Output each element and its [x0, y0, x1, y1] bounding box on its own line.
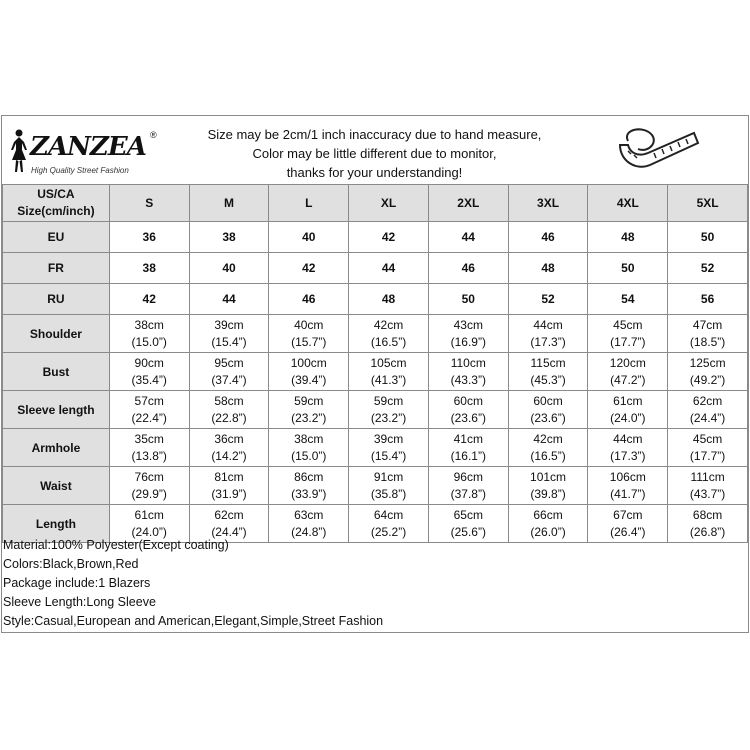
row-label-text: EU: [47, 230, 65, 244]
size-header: [269, 185, 349, 222]
cell-cm: 38cm: [134, 317, 164, 332]
table-cell: [109, 253, 189, 284]
table-cell: [109, 284, 189, 315]
table-cell: [588, 253, 668, 284]
cell-value: 46: [461, 261, 475, 275]
size-header: [349, 185, 429, 222]
table-cell: [428, 284, 508, 315]
table-cell: [349, 391, 429, 429]
cell-cm: 96cm: [453, 469, 483, 484]
table-cell: [349, 284, 429, 315]
cell-value: 50: [621, 261, 635, 275]
table-cell: [189, 222, 269, 253]
cell-inch: (24.0”): [131, 524, 167, 539]
measurement-row: [3, 315, 748, 353]
cell-value: 42: [381, 230, 396, 244]
cell-value: 56: [700, 292, 715, 306]
table-cell: [269, 467, 349, 505]
row-label: [3, 222, 110, 253]
cell-inch: (15.0”): [291, 448, 327, 463]
cell-cm: 101cm: [530, 469, 567, 484]
row-label-text: Armhole: [31, 440, 81, 455]
table-cell: [508, 222, 588, 253]
table-cell: [349, 353, 429, 391]
cell-cm: 76cm: [134, 469, 164, 484]
size-header-row: [3, 185, 748, 222]
cell-inch: (25.6”): [450, 524, 486, 539]
row-label-text: FR: [47, 261, 64, 275]
cell-cm: 100cm: [290, 355, 327, 370]
woman-silhouette-icon: [8, 128, 30, 174]
cell-cm: 47cm: [692, 317, 723, 332]
cell-value: 44: [461, 230, 475, 244]
measurement-row: [3, 467, 748, 505]
table-cell: [349, 429, 429, 467]
cell-cm: 42cm: [533, 431, 563, 446]
row-label: [3, 391, 110, 429]
measurement-notice: [192, 125, 557, 182]
brand-name: ZANZEA: [30, 132, 146, 162]
table-cell: [269, 353, 349, 391]
cell-inch: (16.1”): [450, 448, 486, 463]
cell-inch: (23.6”): [530, 410, 566, 425]
table-cell: [508, 429, 588, 467]
table-cell: [109, 353, 189, 391]
cell-cm: 90cm: [134, 355, 164, 370]
cell-value: 46: [302, 292, 316, 306]
table-cell: [508, 467, 588, 505]
cell-inch: (39.4”): [291, 372, 327, 387]
cell-value: 44: [222, 292, 236, 306]
table-cell: [668, 467, 748, 505]
row-label: [3, 315, 110, 353]
cell-cm: 59cm: [373, 393, 404, 408]
table-cell: [349, 222, 429, 253]
cell-cm: 36cm: [214, 431, 244, 446]
cell-inch: (49.2”): [689, 372, 726, 387]
cell-value: 48: [381, 292, 396, 306]
table-cell: [349, 467, 429, 505]
cell-cm: 44cm: [533, 317, 563, 332]
cell-inch: (23.6”): [450, 410, 486, 425]
cell-inch: (45.3”): [530, 372, 566, 387]
cell-inch: (35.8”): [370, 486, 407, 501]
cell-value: 54: [621, 292, 635, 306]
cell-inch: (25.2”): [370, 524, 407, 539]
table-cell: [668, 253, 748, 284]
cell-cm: 111cm: [690, 469, 725, 484]
table-cell: [588, 467, 668, 505]
cell-inch: (41.7”): [610, 486, 646, 501]
cell-inch: (16.5”): [370, 334, 407, 349]
detail-package: Package include:1 Blazers: [3, 576, 151, 590]
table-cell: [668, 222, 748, 253]
brand-logo: [8, 126, 158, 176]
size-label: M: [223, 196, 234, 210]
cell-inch: (15.4”): [211, 334, 247, 349]
row-label-text: Shoulder: [29, 326, 82, 341]
cell-cm: 42cm: [373, 317, 404, 332]
row-label: [3, 284, 110, 315]
table-cell: [269, 253, 349, 284]
cell-cm: 61cm: [613, 393, 643, 408]
cell-cm: 95cm: [214, 355, 244, 370]
measurement-row: [3, 353, 748, 391]
cell-inch: (35.4”): [131, 372, 167, 387]
table-cell: [428, 467, 508, 505]
cell-cm: 64cm: [373, 507, 404, 522]
cell-cm: 81cm: [214, 469, 244, 484]
cell-cm: 106cm: [609, 469, 646, 484]
table-cell: [508, 391, 588, 429]
cell-inch: (31.9”): [211, 486, 247, 501]
table-cell: [508, 284, 588, 315]
cell-cm: 120cm: [609, 355, 646, 370]
table-cell: [189, 429, 269, 467]
cell-value: 36: [142, 230, 156, 244]
table-cell: [588, 222, 668, 253]
table-cell: [668, 391, 748, 429]
table-cell: [668, 315, 748, 353]
cell-cm: 68cm: [692, 507, 723, 522]
cell-cm: 38cm: [294, 431, 324, 446]
table-cell: [588, 391, 668, 429]
measuring-tape-icon: [614, 121, 704, 179]
brand-tagline: High Quality Street Fashion: [31, 166, 129, 175]
table-cell: [588, 429, 668, 467]
table-cell: [269, 391, 349, 429]
table-cell: [668, 353, 748, 391]
cell-cm: 65cm: [453, 507, 483, 522]
cell-cm: 91cm: [373, 469, 404, 484]
size-header: [668, 185, 748, 222]
chart-header: [2, 116, 748, 185]
cell-value: 40: [222, 261, 236, 275]
table-cell: [269, 429, 349, 467]
cell-cm: 45cm: [613, 317, 643, 332]
cell-value: 42: [302, 261, 316, 275]
table-cell: [269, 284, 349, 315]
cell-inch: (23.2”): [370, 410, 407, 425]
cell-inch: (47.2”): [610, 372, 646, 387]
table-cell: [349, 315, 429, 353]
table-cell: [189, 467, 269, 505]
table-cell: [428, 315, 508, 353]
table-cell: [189, 253, 269, 284]
cell-value: 48: [621, 230, 635, 244]
cell-inch: (15.0”): [131, 334, 167, 349]
cell-cm: 60cm: [533, 393, 563, 408]
table-cell: [668, 284, 748, 315]
cell-inch: (17.3”): [530, 334, 566, 349]
table-cell: [189, 391, 269, 429]
cell-cm: 39cm: [214, 317, 244, 332]
cell-cm: 61cm: [134, 507, 164, 522]
table-cell: [189, 353, 269, 391]
size-header: [428, 185, 508, 222]
size-header: [189, 185, 269, 222]
table-cell: [189, 284, 269, 315]
measurement-row: [3, 391, 748, 429]
cell-cm: 40cm: [294, 317, 324, 332]
cell-cm: 62cm: [692, 393, 723, 408]
table-cell: [428, 253, 508, 284]
cell-value: 48: [541, 261, 555, 275]
cell-cm: 59cm: [294, 393, 324, 408]
notice-line: Size may be 2cm/1 inch inaccuracy due to hand measure,: [207, 127, 542, 142]
registered-mark: ®: [150, 130, 157, 140]
cell-cm: 44cm: [613, 431, 643, 446]
corner-label: [3, 185, 110, 222]
table-cell: [109, 315, 189, 353]
notice-line: Color may be little different due to monitor,: [252, 146, 497, 161]
detail-material: Material:100% Polyester(Except coating): [3, 538, 229, 552]
cell-inch: (24.8”): [291, 524, 327, 539]
cell-inch: (23.2”): [291, 410, 327, 425]
region-row: [3, 222, 748, 253]
corner-label-line: Size(cm/inch): [17, 204, 95, 218]
row-label-text: Length: [35, 516, 76, 531]
cell-cm: 63cm: [294, 507, 324, 522]
region-row: [3, 284, 748, 315]
cell-cm: 66cm: [533, 507, 563, 522]
cell-cm: 41cm: [453, 431, 483, 446]
cell-value: 42: [142, 292, 156, 306]
table-cell: [269, 315, 349, 353]
cell-cm: 43cm: [453, 317, 483, 332]
cell-cm: 110cm: [450, 355, 486, 370]
cell-inch: (17.3”): [610, 448, 646, 463]
table-cell: [588, 353, 668, 391]
size-label: S: [145, 196, 154, 210]
table-cell: [109, 429, 189, 467]
detail-style: Style:Casual,European and American,Elegant,Simple,Street Fashion: [3, 614, 384, 628]
cell-cm: 39cm: [373, 431, 404, 446]
table-cell: [428, 222, 508, 253]
row-label: [3, 429, 110, 467]
table-cell: [109, 391, 189, 429]
row-label-text: RU: [47, 292, 65, 306]
table-cell: [428, 391, 508, 429]
cell-value: 46: [541, 230, 555, 244]
cell-inch: (37.4”): [211, 372, 247, 387]
row-label-text: Sleeve length: [17, 402, 95, 417]
cell-cm: 35cm: [134, 431, 164, 446]
table-cell: [269, 222, 349, 253]
cell-cm: 86cm: [294, 469, 324, 484]
row-label: [3, 353, 110, 391]
cell-cm: 125cm: [689, 355, 726, 370]
cell-value: 38: [142, 261, 156, 275]
corner-label-line: US/CA: [37, 187, 75, 201]
cell-value: 50: [461, 292, 475, 306]
size-label: L: [305, 196, 313, 210]
table-cell: [428, 429, 508, 467]
cell-cm: 45cm: [692, 431, 723, 446]
cell-inch: (29.9”): [131, 486, 167, 501]
table-cell: [588, 284, 668, 315]
table-cell: [109, 467, 189, 505]
size-label: 3XL: [537, 196, 560, 210]
row-label-text: Bust: [42, 364, 70, 379]
table-cell: [349, 253, 429, 284]
cell-inch: (17.7”): [610, 334, 646, 349]
detail-colors: Colors:Black,Brown,Red: [3, 557, 139, 571]
cell-inch: (18.5”): [689, 334, 726, 349]
cell-inch: (15.4”): [370, 448, 407, 463]
row-label: [3, 467, 110, 505]
cell-inch: (39.8”): [530, 486, 566, 501]
region-row: [3, 253, 748, 284]
measurement-row: [3, 429, 748, 467]
cell-value: 40: [302, 230, 316, 244]
detail-sleeve-length: Sleeve Length:Long Sleeve: [3, 595, 156, 609]
cell-inch: (41.3”): [370, 372, 407, 387]
table-cell: [428, 353, 508, 391]
cell-inch: (26.4”): [610, 524, 646, 539]
product-details: [2, 536, 748, 631]
table-cell: [668, 429, 748, 467]
cell-cm: 62cm: [214, 507, 244, 522]
cell-inch: (16.9”): [450, 334, 486, 349]
notice-line: thanks for your understanding!: [286, 165, 463, 180]
table-cell: [109, 222, 189, 253]
cell-value: 52: [700, 261, 715, 275]
size-header: [109, 185, 189, 222]
cell-value: 52: [541, 292, 555, 306]
cell-inch: (16.5”): [530, 448, 566, 463]
size-header: [588, 185, 668, 222]
size-table: [2, 184, 748, 543]
table-cell: [189, 315, 269, 353]
size-header: [508, 185, 588, 222]
size-label: 5XL: [696, 196, 719, 210]
cell-cm: 57cm: [134, 393, 164, 408]
cell-inch: (43.7”): [689, 486, 726, 501]
cell-inch: (24.4”): [211, 524, 247, 539]
cell-inch: (14.2”): [211, 448, 247, 463]
size-label: XL: [380, 196, 397, 210]
cell-inch: (17.7”): [689, 448, 726, 463]
cell-inch: (24.0”): [610, 410, 646, 425]
cell-inch: (33.9”): [291, 486, 327, 501]
cell-inch: (43.3”): [450, 372, 486, 387]
size-chart-sheet: [1, 115, 749, 633]
size-label: 2XL: [457, 196, 480, 210]
cell-cm: 105cm: [370, 355, 407, 370]
row-label: [3, 253, 110, 284]
cell-cm: 115cm: [530, 355, 566, 370]
cell-inch: (22.4”): [131, 410, 167, 425]
cell-inch: (37.8”): [450, 486, 486, 501]
cell-value: 38: [222, 230, 236, 244]
cell-inch: (26.0”): [530, 524, 566, 539]
cell-cm: 58cm: [214, 393, 244, 408]
size-label: 4XL: [616, 196, 639, 210]
cell-cm: 60cm: [453, 393, 483, 408]
table-cell: [508, 353, 588, 391]
row-label-text: Waist: [40, 478, 72, 493]
cell-inch: (13.8”): [131, 448, 167, 463]
cell-inch: (24.4”): [689, 410, 726, 425]
cell-cm: 67cm: [613, 507, 643, 522]
cell-value: 44: [381, 261, 396, 275]
table-cell: [588, 315, 668, 353]
table-cell: [508, 315, 588, 353]
cell-value: 50: [700, 230, 715, 244]
cell-inch: (26.8”): [689, 524, 726, 539]
cell-inch: (22.8”): [211, 410, 247, 425]
cell-inch: (15.7”): [291, 334, 327, 349]
table-cell: [508, 253, 588, 284]
